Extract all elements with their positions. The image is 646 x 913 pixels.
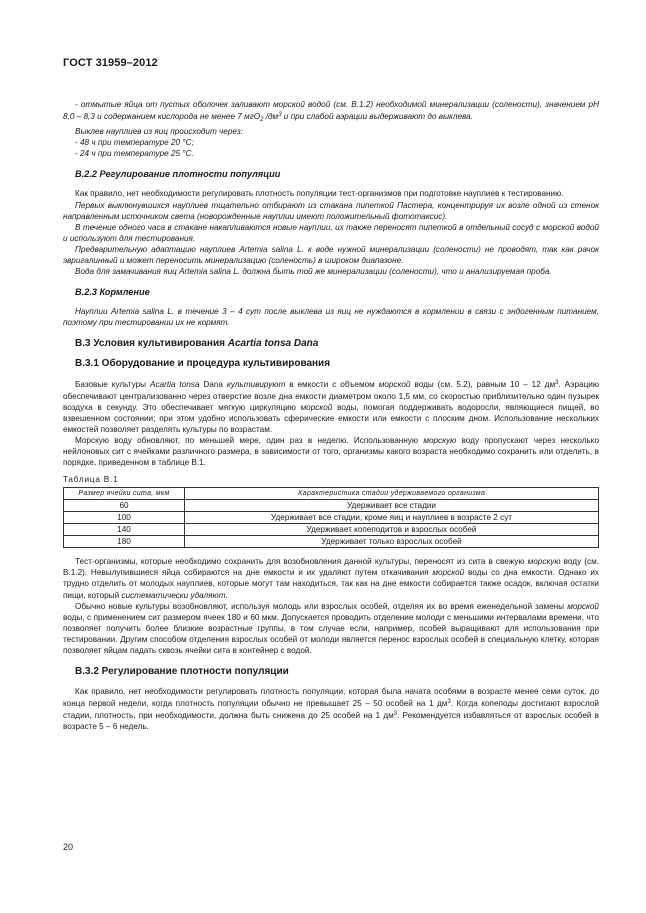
section-heading: В.3.2 Регулирование плотности популяции [75, 666, 289, 678]
section-heading: В.3.1 Оборудование и процедура культивирования [75, 358, 331, 370]
document-header: ГОСТ 31959–2012 [63, 57, 158, 69]
table-cell: Удерживает только взрослых особей [185, 536, 599, 548]
section-heading: В.2.2 Регулирование плотности популяции [75, 169, 281, 180]
paragraph: Обычно новые культуры возобновляют, используя молодь или взрослых особей, отделяя их во время еженедельной замены морской воды, с применением сит размером ячеек 180 и 60 мкм. Допускается проводить отделение молоди с меньшими интервалами времени, что позволяет получить более близкие возрастные группы, в том случае если, например, особей выращивают для использования при тестировании. Другим способом отделения взрослых особей от молоди является перенос взрослых особей в специальную клетку, которая позволяет яйцам падать сквозь ячейки сита в контейнер с водой. [63, 601, 599, 655]
paragraph: - отмытые яйца от пустых оболочек заливают морской водой (см. В.1.2) необходимой минерализации (солености), значением рН 8,0 – 8,3 и содержанием кислорода не менее 7 мгО$_2$ $/дм^3$ и при слабой аэрации выдерживают до выклева. [63, 100, 599, 124]
paragraph: Как правило, нет необходимости регулировать плотность популяции, которая была начата особями в возрасте менее семи суток, до конца первой недели, когда плотность популяции обычно не превышает 25 – 50 особей на 1 $дм^3$. Когда копеподы достигают взрослой стадии, плотность, при необходимости, должна быть снижена до 25 особей на 1 $дм^3$. Рекомендуется избавляться от взрослых особей в возрасте 5 – 6 недель. [63, 687, 600, 732]
page-content [63, 99, 599, 732]
table-cell: 60 [64, 500, 185, 512]
table-cell: 100 [64, 512, 185, 524]
table-row [64, 524, 599, 536]
table-row [64, 500, 599, 512]
table-cell: 180 [64, 536, 185, 548]
paragraph: В течение одного часа в стакане накапливаются новые науплии, их также переносят пипеткой в отдельный сосуд с морской водой и используют для тестирования. [63, 222, 599, 243]
paragraph: Морскую воду обновляют, по меньшей мере, один раз в неделю. Использованную морскую воду пропускают через несколько нейлоновых сит с ячейками различного размера, в зависимости от того, организмы какого возраста необходимо сохранить или отделить, в порядке, приведенном в таблице В.1. [63, 435, 600, 468]
paragraph: Как правило, нет необходимости регулировать плотность популяции тест-организмов при подготовке науплиев к тестированию. [75, 189, 564, 199]
table-header-cell: Размер ячейки сита, мкм [64, 488, 185, 500]
list-item: - 24 ч при температуре 25 °С. [75, 149, 194, 159]
table-header-cell: Характеристика стадии удерживаемого организма [185, 488, 599, 500]
list-item: - 48 ч при температуре 20 °С; [75, 138, 194, 148]
paragraph: Базовые культуры Acartia tonsa Dana культивируют в емкости с объемом морской воды (см. 5.2), равным 10 – 12 $дм^3$. Аэрацию обеспечивают централизованно через отверстие возле дна емкости диаметром около 1,5 мм, со скоростью приблизительно один пузырек воздуха в секунду. Это обеспечивает мягкую циркуляцию морской воды, помогая поддерживать водоросли, являющиеся пищей, во взвешенном состоянии; при этом удобно использовать сферические емкости или емкости с плоским дном. Использование нескольких емкостей позволяет разделять культуры по возрастам. [63, 380, 599, 434]
page-number: 20 [63, 842, 74, 852]
table-cell: 140 [64, 524, 185, 536]
table-header-row [64, 488, 599, 500]
paragraph: Тест-организмы, которые необходимо сохранить для возобновления данной культуры, переносят из сита в свежую морскую воду (см. В.1.2). Невылупившиеся яйца собираются на дне емкости и их удаляют путем откачивания морской воды со дна емкости. Однако их трудно отделить от молодых науплиев, которые могут там находиться, так как на дне емкости собирается также осадок, включая остатки пищи, который систематически удаляют. [63, 557, 599, 600]
paragraph: Вода для замачивания яиц Artemia salina L. должна быть той же минерализации (солености), что и анализируемая проба. [75, 267, 552, 277]
paragraph: Науплии Artemia salina L. в течение 3 – 4 сут после выклева из яиц не нуждаются в кормлении в связи с эндогенным питанием, поэтому при тестировании их не кормят. [63, 307, 599, 328]
table-row [64, 536, 599, 548]
section-heading: В.3 Условия культивирования Acartia tonsa Dana [75, 338, 319, 350]
section-heading: В.2.3 Кормление [75, 287, 150, 298]
table-cell: Удерживает все стадии [185, 500, 599, 512]
table-row [64, 512, 599, 524]
table-cell: Удерживает копеподитов и взрослых особей [185, 524, 599, 536]
paragraph: Первых выклюнувшихся науплиев тщательно отбирают из стакана пипеткой Пастера, концентрируя их возле одной из стенок направленным источником света (новорожденные науплии имеют положительный фототаксис). [63, 200, 599, 221]
table-cell: Удерживает все стадии, кроме яиц и науплиев в возрасте 2 сут [185, 512, 599, 524]
table-caption: Таблица В.1 [63, 475, 119, 485]
sieve-table [63, 487, 599, 548]
paragraph: Выклев науплиев из яиц происходит через: [75, 127, 243, 137]
paragraph: Предварительную адаптацию науплиев Artemia salina L. к воде нужной минерализации (солености) не проводят, так как рачок эвригалинный и может переносить минерализацию (соленость) в широком диапазоне. [63, 244, 599, 266]
